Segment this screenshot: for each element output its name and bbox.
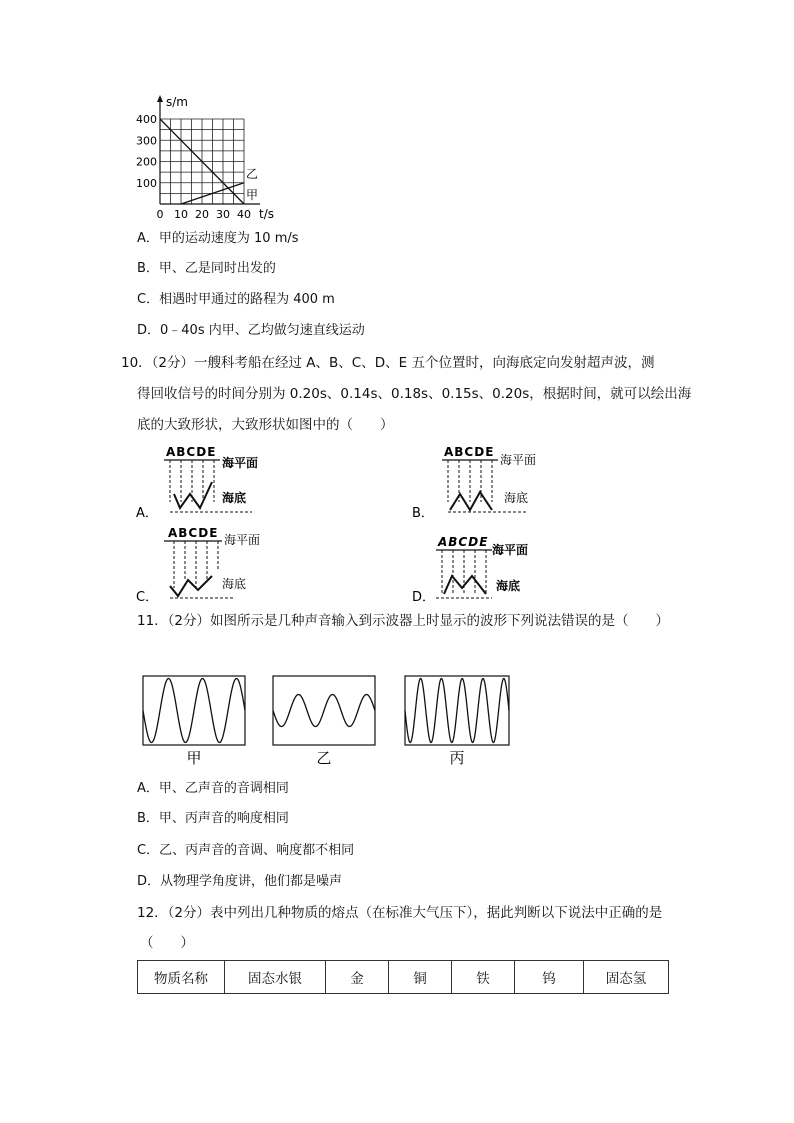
q10-question-line-2: 得回收信号的时间分别为 0.20s、0.14s、0.18s、0.15s、0.20s，根据时间，就可以绘出海	[137, 386, 692, 402]
y-tick-label: 100	[136, 176, 157, 190]
figure-c	[136, 526, 260, 605]
x-tick-label: 40	[237, 208, 251, 221]
q11-question: 11．（2分）如图所示是几种声音输入到示波器上时显示的波形下列说法错误的是（ ）	[137, 613, 670, 629]
figure-b-sea-floor: 海底	[504, 491, 529, 505]
figure-d-sea-level: 海平面	[492, 543, 529, 557]
table-header-row	[138, 961, 669, 994]
x-tick-label: 0	[156, 208, 164, 221]
x-tick-label: 10	[174, 208, 188, 221]
figure-d-letter: D．	[412, 590, 436, 605]
y-tick-label: 400	[136, 113, 157, 126]
q9-option-b: B．甲、乙是同时出发的	[137, 261, 276, 276]
series-label-jia: 甲	[246, 188, 259, 202]
q11-option-c: C．乙、丙声音的音调、响度都不相同	[137, 843, 355, 858]
figure-a-sea-level: 海平面	[222, 456, 259, 470]
table-header-cell: 固态水银	[225, 961, 326, 994]
wave-label-bing: 丙	[449, 749, 465, 767]
q9-option-d: D．0﹣40s 内甲、乙均做匀速直线运动	[137, 323, 365, 338]
figure-d-sea-floor: 海底	[496, 579, 521, 593]
x-tick-label: 30	[216, 208, 230, 221]
distance-time-graph	[130, 92, 280, 222]
table-header-cell: 钨	[515, 961, 584, 994]
y-tick-label: 300	[136, 134, 157, 148]
figure-d	[412, 535, 528, 605]
figure-b-points: ABCDE	[444, 445, 495, 459]
table-header-cell: 固态氢	[584, 961, 669, 994]
table-header-cell: 铁	[452, 961, 515, 994]
figure-c-sea-floor: 海底	[222, 577, 247, 591]
table-header-cell: 铜	[389, 961, 452, 994]
q10-question-line-3: 底的大致形状，大致形状如图中的（ ）	[137, 417, 394, 433]
q9-option-a: A．甲的运动速度为 10 m/s	[137, 231, 299, 246]
figure-b-sea-level: 海平面	[500, 453, 537, 467]
q10-question-line-1: 10．（2分）一艘科考船在经过 A、B、C、D、E 五个位置时，向海底定向发射超声波，测	[121, 355, 655, 371]
q11-option-a: A．甲、乙声音的音调相同	[137, 781, 289, 796]
wave-bing	[405, 679, 509, 743]
figure-c-letter: C．	[136, 590, 159, 605]
q11-option-d: D．从物理学角度讲，他们都是噪声	[137, 874, 343, 889]
figure-c-sea-level: 海平面	[224, 533, 261, 547]
q11-option-b: B．甲、丙声音的响度相同	[137, 811, 289, 826]
wave-label-yi: 乙	[316, 749, 332, 767]
seafloor-figures	[130, 440, 570, 610]
y-axis-label: s/m	[166, 95, 188, 109]
figure-b	[412, 445, 536, 521]
table-header-cell: 物质名称	[138, 961, 225, 994]
wave-yi	[273, 695, 375, 727]
table-header-cell: 金	[326, 961, 389, 994]
melting-point-table	[137, 960, 669, 994]
figure-a-points: ABCDE	[166, 445, 217, 459]
figure-d-points: ABCDE	[438, 535, 489, 549]
wave-jia	[143, 679, 245, 743]
oscilloscope-waves	[140, 674, 520, 770]
figure-a	[136, 445, 258, 521]
x-axis-label: t/s	[259, 207, 274, 221]
q9-option-c: C．相遇时甲通过的路程为 400 m	[137, 292, 335, 307]
figure-a-sea-floor: 海底	[222, 491, 247, 505]
wave-label-jia: 甲	[186, 749, 202, 767]
figure-c-points: ABCDE	[168, 526, 219, 540]
y-tick-label: 200	[136, 155, 157, 169]
figure-a-letter: A．	[136, 506, 158, 521]
q12-question-line1: 12．（2分）表中列出几种物质的熔点（在标准大气压下），据此判断以下说法中正确的是	[137, 905, 663, 921]
q12-question-line2: （ ）	[140, 935, 194, 951]
series-label-yi: 乙	[246, 167, 259, 181]
x-tick-label: 20	[195, 208, 209, 221]
figure-b-letter: B．	[412, 506, 434, 521]
